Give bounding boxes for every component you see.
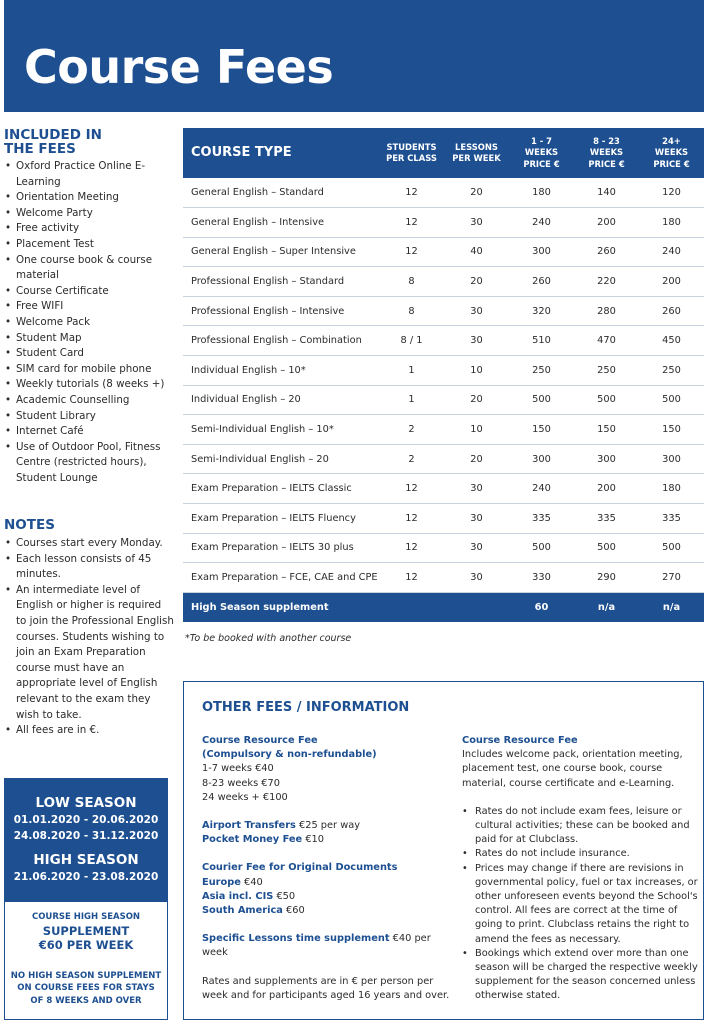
lessons-cell: 30 xyxy=(444,208,509,238)
included-item: • SIM card for mobile phone xyxy=(4,362,174,378)
included-item: • Placement Test xyxy=(4,237,174,253)
price-1-7-cell: 150 xyxy=(509,415,574,445)
price-1-7-cell: 330 xyxy=(509,563,574,593)
included-item: • Use of Outdoor Pool, Fitness Centre (restricted hours), Student Lounge xyxy=(4,440,174,487)
transfer-fees-block: Airport Transfers €25 per way Pocket Money Fee €10 xyxy=(202,820,361,846)
price-8-23-cell: 200 xyxy=(574,474,639,504)
price-24-plus-cell: 335 xyxy=(639,504,704,534)
course-name-cell: Professional English – Intensive xyxy=(183,296,379,326)
table-row xyxy=(183,356,704,386)
table-footnote: *To be booked with another course xyxy=(185,633,352,644)
students-cell: 12 xyxy=(379,208,444,238)
other-fees-heading: OTHER FEES / INFORMATION xyxy=(202,700,410,715)
price-1-7-cell: 335 xyxy=(509,504,574,534)
price-8-23-cell: 280 xyxy=(574,296,639,326)
price-8-23-cell: 335 xyxy=(574,504,639,534)
table-row xyxy=(183,504,704,534)
price-1-7-cell: 240 xyxy=(509,474,574,504)
high-season-dates: 21.06.2020 - 23.08.2020 xyxy=(13,871,159,883)
header-weeks-8-23: 8 - 23 WEEKS PRICE € xyxy=(574,128,639,178)
students-cell: 1 xyxy=(379,356,444,386)
price-24-plus-cell: 500 xyxy=(639,533,704,563)
high-season-price-1-7: 60 xyxy=(509,592,574,622)
included-item: • Free WIFI xyxy=(4,299,174,315)
page-title: Course Fees xyxy=(24,40,334,94)
price-24-plus-cell: 270 xyxy=(639,563,704,593)
condition-item: • Prices may change if there are revisions in governmental policy, fuel or tax increases, or other unforeseen events beyond the School's control. All fees are correct at the time of going to print. Clubclass retains the right to amend the fees as necessary. xyxy=(462,862,698,947)
course-name-cell: Professional English – Combination xyxy=(183,326,379,356)
included-item: • Student Card xyxy=(4,346,174,362)
course-name-cell: Exam Preparation – IELTS Fluency xyxy=(183,504,379,534)
lessons-cell: 30 xyxy=(444,504,509,534)
table-row xyxy=(183,563,704,593)
lessons-cell: 20 xyxy=(444,267,509,297)
included-section xyxy=(4,128,174,486)
course-name-cell: Exam Preparation – IELTS 30 plus xyxy=(183,533,379,563)
high-season-price-8-23: n/a xyxy=(574,592,639,622)
included-item: • Course Certificate xyxy=(4,284,174,300)
price-1-7-cell: 250 xyxy=(509,356,574,386)
students-cell: 1 xyxy=(379,385,444,415)
price-24-plus-cell: 180 xyxy=(639,208,704,238)
students-cell: 12 xyxy=(379,237,444,267)
included-item: • Welcome Pack xyxy=(4,315,174,331)
students-cell: 2 xyxy=(379,415,444,445)
supplement-caption: COURSE HIGH SEASON xyxy=(31,912,141,922)
high-season-label: HIGH SEASON xyxy=(33,852,139,868)
price-8-23-cell: 470 xyxy=(574,326,639,356)
course-resource-fee-title: Course Resource Fee xyxy=(462,735,578,746)
included-heading: INCLUDED IN THE FEES xyxy=(4,127,102,157)
students-cell: 12 xyxy=(379,474,444,504)
price-8-23-cell: 500 xyxy=(574,385,639,415)
course-name-cell: General English – Super Intensive xyxy=(183,237,379,267)
price-8-23-cell: 140 xyxy=(574,178,639,208)
price-1-7-cell: 300 xyxy=(509,237,574,267)
price-8-23-cell: 500 xyxy=(574,533,639,563)
included-item: • Student Library xyxy=(4,409,174,425)
price-8-23-cell: 200 xyxy=(574,208,639,238)
table-row xyxy=(183,178,704,208)
no-supplement-note: NO HIGH SEASON SUPPLEMENT ON COURSE FEES FOR STAYS OF 8 WEEKS AND OVER xyxy=(10,970,162,1006)
price-1-7-cell: 510 xyxy=(509,326,574,356)
table-header-row xyxy=(183,128,704,178)
lessons-cell: 30 xyxy=(444,533,509,563)
course-fees-table xyxy=(183,128,704,622)
lessons-cell: 30 xyxy=(444,296,509,326)
students-cell: 2 xyxy=(379,444,444,474)
price-1-7-cell: 500 xyxy=(509,533,574,563)
title-banner xyxy=(4,0,704,112)
high-season-label-cell: High Season supplement xyxy=(183,592,379,622)
included-item: • One course book & course material xyxy=(4,253,174,284)
price-8-23-cell: 260 xyxy=(574,237,639,267)
supplement-price: €60 PER WEEK xyxy=(38,938,134,952)
note-item: • All fees are in €. xyxy=(4,723,174,739)
price-1-7-cell: 320 xyxy=(509,296,574,326)
header-weeks-1-7: 1 - 7 WEEKS PRICE € xyxy=(509,128,574,178)
students-cell: 8 xyxy=(379,267,444,297)
table-row xyxy=(183,474,704,504)
price-1-7-cell: 240 xyxy=(509,208,574,238)
table-row xyxy=(183,385,704,415)
course-name-cell: General English – Intensive xyxy=(183,208,379,238)
price-24-plus-cell: 120 xyxy=(639,178,704,208)
price-1-7-cell: 300 xyxy=(509,444,574,474)
students-cell: 12 xyxy=(379,533,444,563)
course-name-cell: General English – Standard xyxy=(183,178,379,208)
condition-item: • Rates do not include exam fees, leisure or cultural activities; these can be booked and paid for at Clubclass. xyxy=(462,805,698,848)
season-box xyxy=(4,778,168,1020)
fee-conditions-list xyxy=(462,805,698,1004)
lessons-cell: 30 xyxy=(444,563,509,593)
students-cell: 12 xyxy=(379,563,444,593)
note-item: • Courses start every Monday. xyxy=(4,536,174,552)
students-cell: 8 / 1 xyxy=(379,326,444,356)
other-fees-right-column xyxy=(462,734,698,1004)
low-season-label: LOW SEASON xyxy=(35,795,137,811)
students-cell: 8 xyxy=(379,296,444,326)
table-row xyxy=(183,533,704,563)
price-1-7-cell: 180 xyxy=(509,178,574,208)
students-cell: 12 xyxy=(379,504,444,534)
price-24-plus-cell: 240 xyxy=(639,237,704,267)
header-course-type: COURSE TYPE xyxy=(183,128,379,178)
note-item: • An intermediate level of English or higher is required to join the Professional English courses. Students wishing to join an Exam Preparation course must have an appropriate level of English relevant to the exam they wish to take. xyxy=(4,583,174,723)
course-name-cell: Professional English – Standard xyxy=(183,267,379,297)
price-24-plus-cell: 150 xyxy=(639,415,704,445)
included-item: • Academic Counselling xyxy=(4,393,174,409)
other-fees-box xyxy=(183,681,704,1020)
high-season-price-24-plus: n/a xyxy=(639,592,704,622)
lessons-cell: 20 xyxy=(444,444,509,474)
notes-heading: NOTES xyxy=(4,517,55,533)
price-8-23-cell: 220 xyxy=(574,267,639,297)
condition-item: • Rates do not include insurance. xyxy=(462,847,698,861)
included-item: • Orientation Meeting xyxy=(4,190,174,206)
header-students: STUDENTS PER CLASS xyxy=(379,128,444,178)
season-dates-panel xyxy=(5,779,167,902)
lessons-cell: 10 xyxy=(444,415,509,445)
course-name-cell: Exam Preparation – IELTS Classic xyxy=(183,474,379,504)
notes-list xyxy=(4,536,174,739)
low-season-dates: 01.01.2020 - 20.06.2020 xyxy=(13,814,159,826)
included-item: • Weekly tutorials (8 weeks +) xyxy=(4,377,174,393)
table-row xyxy=(183,208,704,238)
lessons-cell: 10 xyxy=(444,356,509,386)
lessons-cell: 30 xyxy=(444,474,509,504)
course-name-cell: Individual English – 20 xyxy=(183,385,379,415)
condition-item: • Bookings which extend over more than one season will be charged the respective weekly supplement for the season concerned unless otherwise stated. xyxy=(462,947,698,1004)
price-1-7-cell: 500 xyxy=(509,385,574,415)
included-item: • Welcome Party xyxy=(4,206,174,222)
course-name-cell: Semi-Individual English – 20 xyxy=(183,444,379,474)
lessons-cell: 20 xyxy=(444,178,509,208)
course-resource-fee-text: Includes welcome pack, orientation meeting, placement test, one course book, course material, course certificate and e-Learning. xyxy=(462,749,683,789)
included-item: • Student Map xyxy=(4,331,174,347)
price-8-23-cell: 250 xyxy=(574,356,639,386)
high-season-row xyxy=(183,592,704,622)
note-item: • Each lesson consists of 45 minutes. xyxy=(4,552,174,583)
students-cell: 12 xyxy=(379,178,444,208)
price-24-plus-cell: 260 xyxy=(639,296,704,326)
lessons-cell: 40 xyxy=(444,237,509,267)
low-season-dates: 24.08.2020 - 31.12.2020 xyxy=(13,830,159,842)
notes-section xyxy=(4,518,174,739)
included-item: • Internet Café xyxy=(4,424,174,440)
table-row xyxy=(183,296,704,326)
price-1-7-cell: 260 xyxy=(509,267,574,297)
courier-fee-block: Courier Fee for Original Documents Europe €40 Asia incl. CIS €50 South America €60 xyxy=(202,862,398,917)
course-name-cell: Semi-Individual English – 10* xyxy=(183,415,379,445)
other-fees-left-column xyxy=(202,734,452,1003)
table-row xyxy=(183,237,704,267)
price-24-plus-cell: 300 xyxy=(639,444,704,474)
included-item: • Free activity xyxy=(4,221,174,237)
price-24-plus-cell: 180 xyxy=(639,474,704,504)
header-weeks-24-plus: 24+ WEEKS PRICE € xyxy=(639,128,704,178)
price-8-23-cell: 300 xyxy=(574,444,639,474)
price-8-23-cell: 150 xyxy=(574,415,639,445)
header-lessons: LESSONS PER WEEK xyxy=(444,128,509,178)
course-name-cell: Exam Preparation – FCE, CAE and CPE xyxy=(183,563,379,593)
price-24-plus-cell: 500 xyxy=(639,385,704,415)
course-resource-fee-block: Course Resource Fee (Compulsory & non-refundable) 1-7 weeks €40 8-23 weeks €70 24 weeks + €100 xyxy=(202,735,377,803)
included-list xyxy=(4,159,174,486)
table-row xyxy=(183,267,704,297)
table-row xyxy=(183,415,704,445)
lessons-cell: 20 xyxy=(444,385,509,415)
price-8-23-cell: 290 xyxy=(574,563,639,593)
price-24-plus-cell: 250 xyxy=(639,356,704,386)
specific-lessons-block: Specific Lessons time supplement €40 per week xyxy=(202,933,431,959)
season-supplement-panel xyxy=(5,902,167,1007)
price-24-plus-cell: 450 xyxy=(639,326,704,356)
table-row xyxy=(183,444,704,474)
supplement-title: SUPPLEMENT xyxy=(42,923,130,938)
course-name-cell: Individual English – 10* xyxy=(183,356,379,386)
lessons-cell: 30 xyxy=(444,326,509,356)
rates-text: Rates and supplements are in € per person per week and for participants aged 16 years and over. xyxy=(202,975,450,1001)
price-24-plus-cell: 200 xyxy=(639,267,704,297)
included-item: • Oxford Practice Online E-Learning xyxy=(4,159,174,190)
table-row xyxy=(183,326,704,356)
